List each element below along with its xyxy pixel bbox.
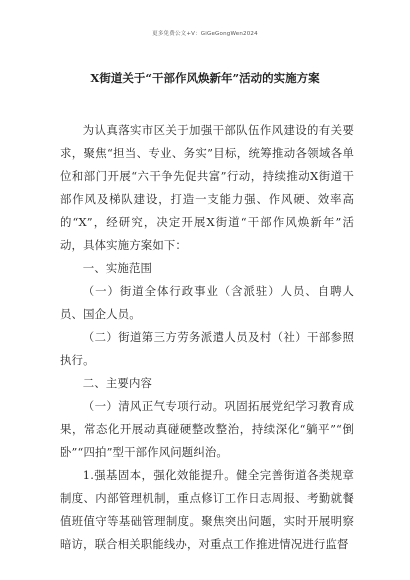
scope-item-2: （二）街道第三方劳务派遣人员及村（社）干部参照执行。	[60, 330, 354, 367]
intro-paragraph: 为认真落实市区关于加强干部队伍作风建设的有关要求，聚焦“担当、专业、务实”目标，统筹推动各领域各单位和部门开展“六干争先促共富”行动，持续推动X街道干部作风及梯队建设，打造一支能力强、作风硬、效率高的“X”，经研究，决定开展X街道“干部作风焕新年”活动，具体实施方案如下：	[60, 123, 354, 252]
section-heading-content: 二、主要内容	[82, 376, 153, 390]
document-title: X街道关于“干部作风焕新年”活动的实施方案	[90, 71, 320, 85]
content-item-1: （一）清风正气专项行动。巩固拓展党纪学习教育成果，常态化开展动真碰硬整改整治，持续深化“躺平”“倒卧”“四拍”型干部作风问题纠治。	[60, 399, 354, 459]
scope-item-1: （一）街道全体行政事业（含派驻）人员、自聘人员、国企人员。	[60, 284, 354, 321]
document-body	[60, 119, 354, 556]
section-heading-scope: 一、实施范围	[82, 261, 153, 275]
watermark-text: 更多免费公文+V：GiGeGongWen2024	[152, 31, 258, 37]
content-subitem-1: 1.强基固本，强化效能提升。健全完善街道各类规章制度、内部管理机制，重点修订工作日志周报、考勤就餐值班值守等基础管理制度。聚焦突出问题，实时开展明察暗访，联合相关职能线办，对重点工作推进情况进行监督	[60, 468, 354, 551]
